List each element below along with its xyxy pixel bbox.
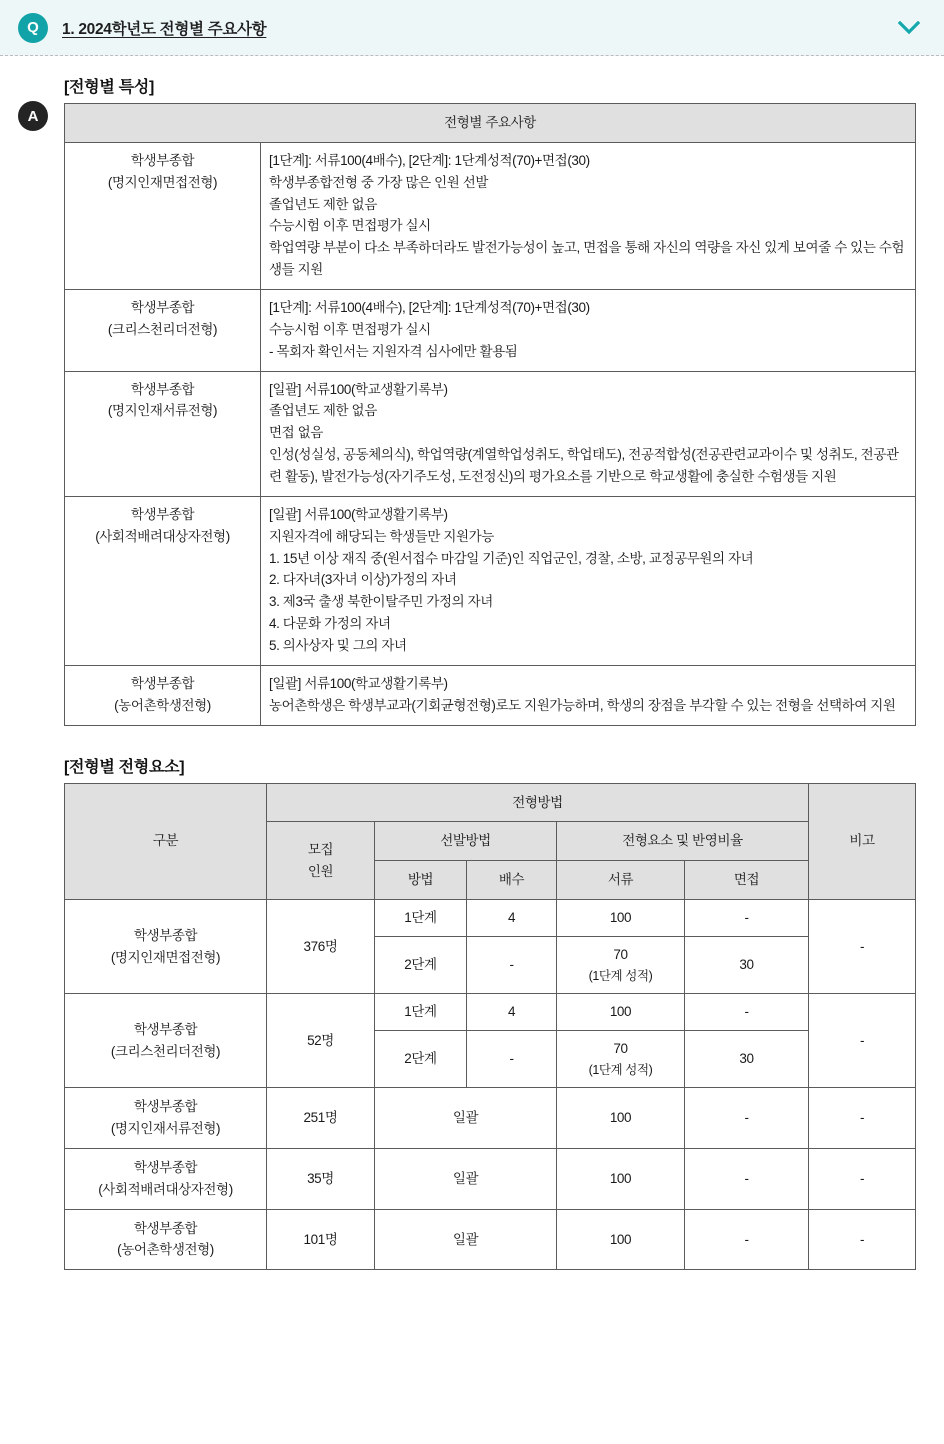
cell-document [557,937,685,994]
detail-line: [1단계]: 서류100(4배수), [2단계]: 1단계성적(70)+면접(30) [269,300,590,316]
table-row [65,496,916,665]
detail-line: [일괄] 서류100(학교생활기록부) [269,675,448,691]
table-row [65,665,916,725]
category-line2: (농어촌학생전형) [117,1242,214,1258]
detail-line: 수능시험 이후 면접평가 실시 [269,218,431,234]
row-category [65,142,261,289]
table2-body [65,900,916,1270]
category-line1: 학생부종합 [130,675,195,691]
row-category [65,371,261,496]
detail-line: 농어촌학생은 학생부교과(기회균형전형)로도 지원가능하며, 학생의 장점을 부각할 수 있는 전형을 선택하여 지원 [269,697,896,713]
section-title-elements: [전형별 전형요소] [64,758,185,776]
cell-document-value: 70 [613,947,628,963]
detail-line: - 목회자 확인서는 지원자격 심사에만 활용됨 [269,343,518,359]
cell-multiple: - [467,1031,557,1088]
detail-line: 4. 다문화 가정의 자녀 [269,616,391,632]
header-select-method: 선발방법 [375,822,557,861]
detail-line: 학생부종합전형 중 가장 많은 인원 선발 [269,174,489,190]
cell-recruit: 101명 [267,1209,375,1270]
table-row [65,1088,916,1149]
detail-line: 졸업년도 제한 없음 [269,196,377,212]
detail-line: 졸업년도 제한 없음 [269,403,377,419]
detail-line: 학업역량 부분이 다소 부족하더라도 발전가능성이 높고, 면접을 통해 자신의 역량을 자신 있게 보여줄 수 있는 수험생들 지원 [269,240,905,278]
cell-bigo: - [809,1209,916,1270]
cell-recruit: 35명 [267,1148,375,1209]
row-category [65,994,267,1088]
category-line2: (명지인재면접전형) [110,949,221,965]
faq-question-header[interactable] [0,0,944,56]
cell-method: 1단계 [375,994,467,1031]
category-line2: (크리스천리더전형) [107,321,218,337]
cell-document: 100 [557,1088,685,1149]
faq-question-title[interactable]: 1. 2024학년도 전형별 주요사항 [62,20,267,38]
row-category [65,496,261,665]
admission-elements-table [64,783,916,1271]
row-detail [261,496,916,665]
table1-body [65,142,916,725]
header-factor-ratio: 전형요소 및 반영비율 [557,822,809,861]
table-header-row [65,104,916,143]
table-row [65,900,916,937]
cell-multiple: 4 [467,900,557,937]
detail-line: 2. 다자녀(3자녀 이상)가정의 자녀 [269,572,457,588]
row-detail [261,290,916,372]
table-row [65,142,916,289]
row-category [65,1148,267,1209]
cell-interview: - [685,1209,809,1270]
cell-method: 1단계 [375,900,467,937]
cell-document-value: 70 [613,1041,628,1057]
header-gubun: 구분 [65,783,267,900]
category-line2: (명지인재서류전형) [107,403,218,419]
cell-document: 100 [557,1209,685,1270]
cell-interview: - [685,1148,809,1209]
row-detail [261,371,916,496]
cell-document-note: (1단계 성적) [588,1062,653,1077]
cell-recruit: 376명 [267,900,375,994]
category-line2: (명지인재면접전형) [107,174,218,190]
category-line2: (사회적배려대상자전형) [95,528,230,544]
row-category [65,290,261,372]
category-line1: 학생부종합 [133,927,198,943]
detail-line: 3. 제3국 출생 북한이탈주민 가정의 자녀 [269,594,493,610]
header-interview: 면접 [685,861,809,900]
cell-interview: - [685,900,809,937]
answer-content [64,56,916,1270]
answer-badge: A [18,101,48,131]
table-row [65,371,916,496]
row-detail [261,665,916,725]
row-detail [261,142,916,289]
category-line1: 학생부종합 [133,1099,198,1115]
row-category [65,1088,267,1149]
header-method: 방법 [375,861,467,900]
cell-interview: 30 [685,1031,809,1088]
detail-line: 1. 15년 이상 재직 중(원서접수 마감일 기준)인 직업군인, 경찰, 소방, 교정공무원의 자녀 [269,550,754,566]
cell-multiple: - [467,937,557,994]
table-row [65,994,916,1031]
cell-method: 일괄 [375,1148,557,1209]
section-title-characteristics: [전형별 특성] [64,79,154,96]
cell-recruit: 251명 [267,1088,375,1149]
detail-line: [일괄] 서류100(학교생활기록부) [269,381,448,397]
cell-document-note: (1단계 성적) [588,968,653,983]
header-recruit-line1: 모집 [307,841,334,857]
cell-document: 100 [557,994,685,1031]
detail-line: 면접 없음 [269,425,323,441]
cell-document: 100 [557,900,685,937]
header-multiple: 배수 [467,861,557,900]
category-line2: (명지인재서류전형) [110,1121,221,1136]
category-line1: 학생부종합 [130,506,195,522]
table-row [65,1148,916,1209]
cell-method: 일괄 [375,1088,557,1149]
table1-header-cell: 전형별 주요사항 [65,104,916,143]
cell-bigo: - [809,900,916,994]
cell-interview: 30 [685,937,809,994]
cell-bigo: - [809,1088,916,1149]
cell-multiple: 4 [467,994,557,1031]
header-recruit [267,822,375,900]
cell-method: 2단계 [375,937,467,994]
row-category [65,665,261,725]
detail-line: 지원자격에 해당되는 학생들만 지원가능 [269,528,494,544]
detail-line: 수능시험 이후 면접평가 실시 [269,321,431,337]
row-category [65,1209,267,1270]
category-line2: (사회적배려대상자전형) [98,1181,233,1197]
header-bigo: 비고 [809,783,916,900]
table-row [65,290,916,372]
category-line1: 학생부종합 [130,381,195,397]
table-row [65,1209,916,1270]
category-line2: (크리스천리더전형) [110,1043,221,1059]
question-badge: Q [18,13,48,43]
cell-document [557,1031,685,1088]
category-line2: (농어촌학생전형) [114,697,211,713]
detail-line: [1단계]: 서류100(4배수), [2단계]: 1단계성적(70)+면접(30) [269,152,590,168]
chevron-down-icon[interactable] [896,15,922,41]
detail-line: [일괄] 서류100(학교생활기록부) [269,506,448,522]
cell-bigo: - [809,994,916,1088]
detail-line: 인성(성실성, 공동체의식), 학업역량(계열학업성취도, 학업태도), 전공적합성(전공관련교과이수 및 성취도, 전공관련 활동), 발전가능성(자기주도성, 도전정신)의 평가요소를 기반으로 학교생활에 충실한 수험생들 지원 [269,447,899,485]
category-line1: 학생부종합 [133,1021,198,1037]
header-recruit-line2: 인원 [307,863,334,879]
cell-document: 100 [557,1148,685,1209]
header-document: 서류 [557,861,685,900]
cell-interview: - [685,994,809,1031]
cell-method: 일괄 [375,1209,557,1270]
row-category [65,900,267,994]
table2-header-row-1 [65,783,916,822]
header-method-group: 전형방법 [267,783,809,822]
cell-interview: - [685,1088,809,1149]
detail-line: 5. 의사상자 및 그의 자녀 [269,638,407,654]
category-line1: 학생부종합 [130,300,195,316]
answer-badge-wrap [18,101,48,131]
cell-method: 2단계 [375,1031,467,1088]
cell-recruit: 52명 [267,994,375,1088]
category-line1: 학생부종합 [130,152,195,168]
cell-bigo: - [809,1148,916,1209]
admission-characteristics-table [64,103,916,726]
faq-answer-body [0,56,944,1270]
category-line1: 학생부종합 [133,1220,198,1236]
category-line1: 학생부종합 [133,1159,198,1175]
